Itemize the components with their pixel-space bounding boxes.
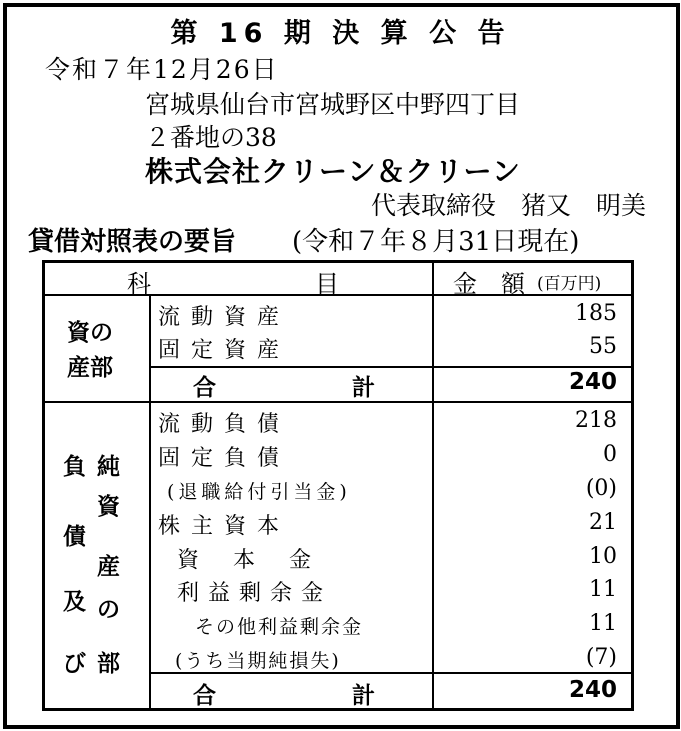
equity-row-value: 11 bbox=[589, 611, 617, 636]
liabilities-total-value: 240 bbox=[568, 677, 617, 703]
equity-row-value: (7) bbox=[585, 645, 617, 670]
header-item-right: 目 bbox=[315, 270, 339, 298]
liabilities-total-label-left: 合 bbox=[193, 683, 216, 709]
liab-group-char: 純 bbox=[97, 454, 120, 480]
liability-row-value: (0) bbox=[585, 476, 617, 501]
asset-row-label: 固定資産 bbox=[158, 338, 291, 363]
liab-group-char: 債 bbox=[63, 524, 86, 550]
equity-row-value: 21 bbox=[589, 510, 617, 535]
assets-group-label-line1: 資の bbox=[67, 320, 113, 346]
notice-title: 第 16 期 決 算 公 告 bbox=[170, 18, 511, 49]
header-unit: (百万円) bbox=[537, 274, 602, 294]
assets-total-divider bbox=[149, 366, 631, 368]
equity-row-label: 資 本 金 bbox=[177, 548, 318, 573]
equity-row-label: その他利益剰余金 bbox=[195, 616, 364, 638]
equity-row-label: 株主資本 bbox=[158, 514, 291, 539]
asset-row-value: 55 bbox=[589, 334, 617, 359]
liab-group-char: 部 bbox=[97, 651, 120, 677]
asset-row-label: 流動資産 bbox=[158, 305, 291, 330]
liab-group-char: 負 bbox=[63, 454, 86, 480]
company-name: 株式会社クリーン＆クリーン bbox=[145, 155, 521, 188]
asset-row-value: 185 bbox=[575, 301, 617, 326]
liabilities-total-label-right: 計 bbox=[352, 683, 375, 709]
liability-row-value: 218 bbox=[575, 408, 617, 433]
assets-total-label-right: 計 bbox=[352, 375, 375, 401]
liability-row-value: 0 bbox=[603, 442, 617, 467]
liab-group-char: 産 bbox=[97, 554, 120, 580]
company-address-line1: 宮城県仙台市宮城野区中野四丁目 bbox=[145, 90, 521, 119]
header-amount: 金 額 bbox=[453, 270, 525, 298]
amount-column-divider bbox=[432, 263, 434, 708]
header-item-left: 科 bbox=[127, 270, 151, 298]
liability-row-label: 流動負債 bbox=[158, 412, 291, 437]
equity-row-value: 11 bbox=[589, 577, 617, 602]
group-column-divider bbox=[149, 294, 151, 708]
equity-row-label: (うち当期純損失) bbox=[175, 650, 341, 672]
equity-row-value: 10 bbox=[589, 544, 617, 569]
equity-row-label: 利益剰余金 bbox=[177, 581, 333, 606]
notice-date: 令和７年12月26日 bbox=[45, 55, 279, 84]
assets-group-label-line2: 産部 bbox=[67, 355, 113, 381]
balance-sheet-title: 貸借対照表の要旨 bbox=[28, 227, 237, 257]
balance-sheet-table bbox=[42, 260, 634, 711]
representative: 代表取締役 猪又 明美 bbox=[370, 191, 646, 220]
liability-row-label: 固定負債 bbox=[158, 446, 291, 471]
liab-group-char: び bbox=[63, 651, 86, 677]
assets-total-value: 240 bbox=[568, 369, 617, 395]
section-divider bbox=[45, 401, 631, 403]
liab-group-char: 及 bbox=[63, 589, 86, 615]
liability-row-label: (退職給付引当金) bbox=[167, 481, 351, 503]
liab-group-char: の bbox=[97, 597, 120, 623]
liab-group-char: 資 bbox=[97, 494, 120, 520]
balance-sheet-period: (令和７年８月31日現在) bbox=[292, 227, 580, 257]
assets-total-label-left: 合 bbox=[193, 375, 216, 401]
company-address-line2: ２番地の38 bbox=[145, 123, 277, 152]
